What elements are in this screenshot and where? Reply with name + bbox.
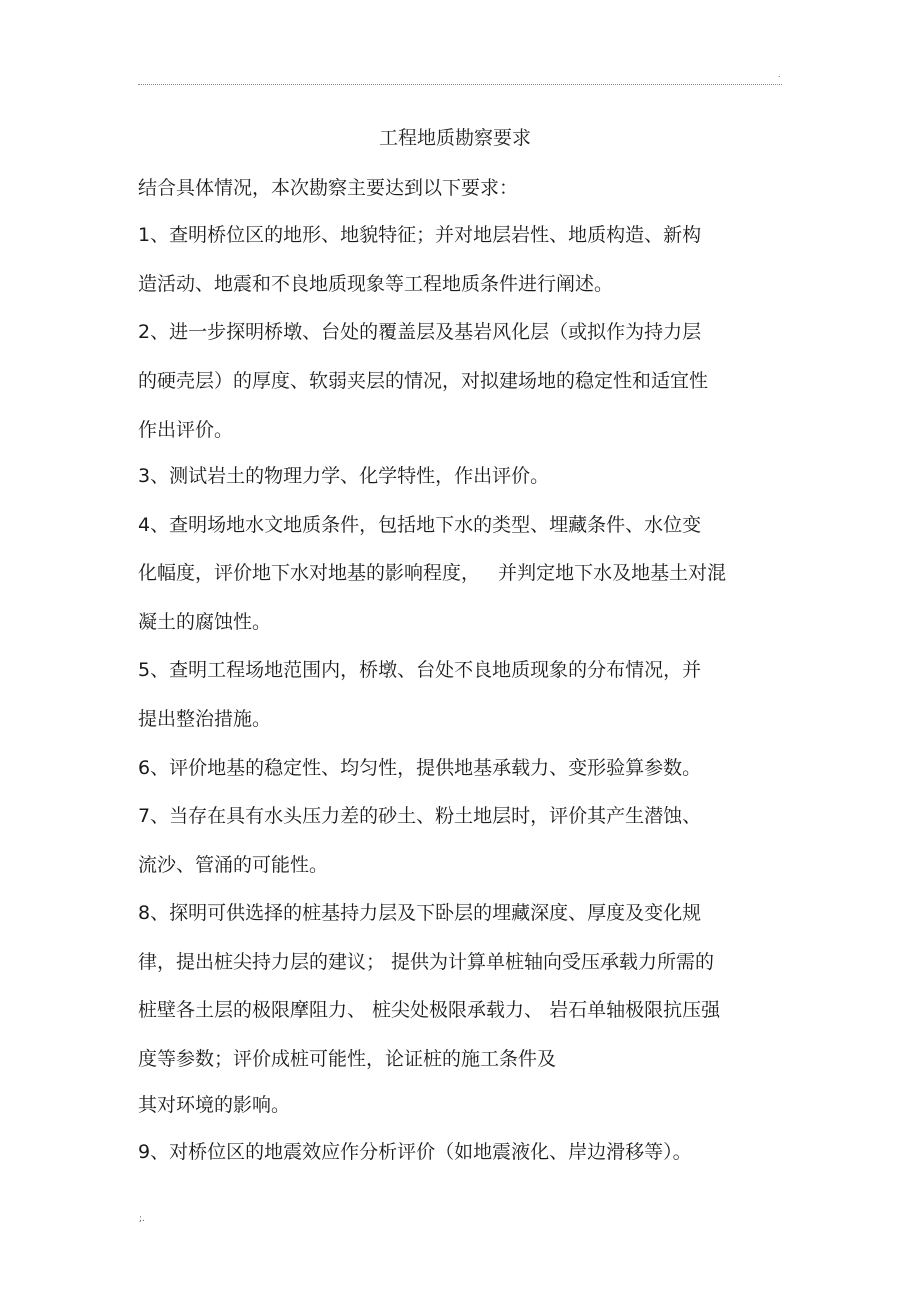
paragraph-line: 流沙、管涌的可能性。	[138, 854, 329, 876]
paragraph-line: 作出评价。	[138, 419, 234, 441]
paragraph-line: 律，提出桩尖持力层的建议； 提供为计算单桩轴向受压承载力所需的	[138, 951, 715, 973]
paragraph-line: 4、查明场地水文地质条件，包括地下水的类型、埋藏条件、水位变	[138, 514, 702, 536]
header-mark: .	[778, 70, 781, 79]
paragraph-line: 3、测试岩土的物理力学、化学特性，作出评价。	[138, 465, 550, 487]
paragraph-line: 化幅度，评价地下水对地基的影响程度， 并判定地下水及地基土对混	[138, 562, 727, 584]
paragraph-line: 其对环境的影响。	[138, 1094, 291, 1116]
paragraph-line: 凝土的腐蚀性。	[138, 611, 272, 633]
paragraph-line: 5、查明工程场地范围内，桥墩、台处不良地质现象的分布情况，并	[138, 659, 702, 681]
paragraph-line: 桩壁各土层的极限摩阻力、 桩尖处极限承载力、 岩石单轴极限抗压强	[138, 999, 721, 1021]
paragraph-line: 8、探明可供选择的桩基持力层及下卧层的埋藏深度、厚度及变化规	[138, 902, 702, 924]
paragraph-line: 的硬壳层）的厚度、软弱夹层的情况，对拟建场地的稳定性和适宜性	[138, 370, 709, 392]
paragraph-line: 7、当存在具有水头压力差的砂土、粉土地层时，评价其产生潜蚀、	[138, 805, 702, 827]
footer-mark: ;.	[139, 1214, 145, 1224]
paragraph-line: 1、查明桥位区的地形、地貌特征；并对地层岩性、地质构造、新构	[138, 224, 702, 246]
paragraph-line: 提出整治措施。	[138, 708, 272, 730]
document-title: 工程地质勘察要求	[378, 127, 531, 149]
paragraph-line: 2、进一步探明桥墩、台处的覆盖层及基岩风化层（或拟作为持力层	[138, 321, 702, 343]
paragraph-line: 造活动、地震和不良地质现象等工程地质条件进行阐述。	[138, 273, 614, 295]
header-divider	[138, 84, 782, 85]
paragraph-line: 9、对桥位区的地震效应作分析评价（如地震液化、岸边滑移等）。	[138, 1141, 692, 1163]
paragraph-line: 6、评价地基的稳定性、均匀性，提供地基承载力、变形验算参数。	[138, 757, 702, 779]
paragraph-line: 度等参数；评价成桩可能性，论证桩的施工条件及	[138, 1048, 557, 1070]
paragraph-line: 结合具体情况，本次勘察主要达到以下要求：	[138, 177, 519, 199]
